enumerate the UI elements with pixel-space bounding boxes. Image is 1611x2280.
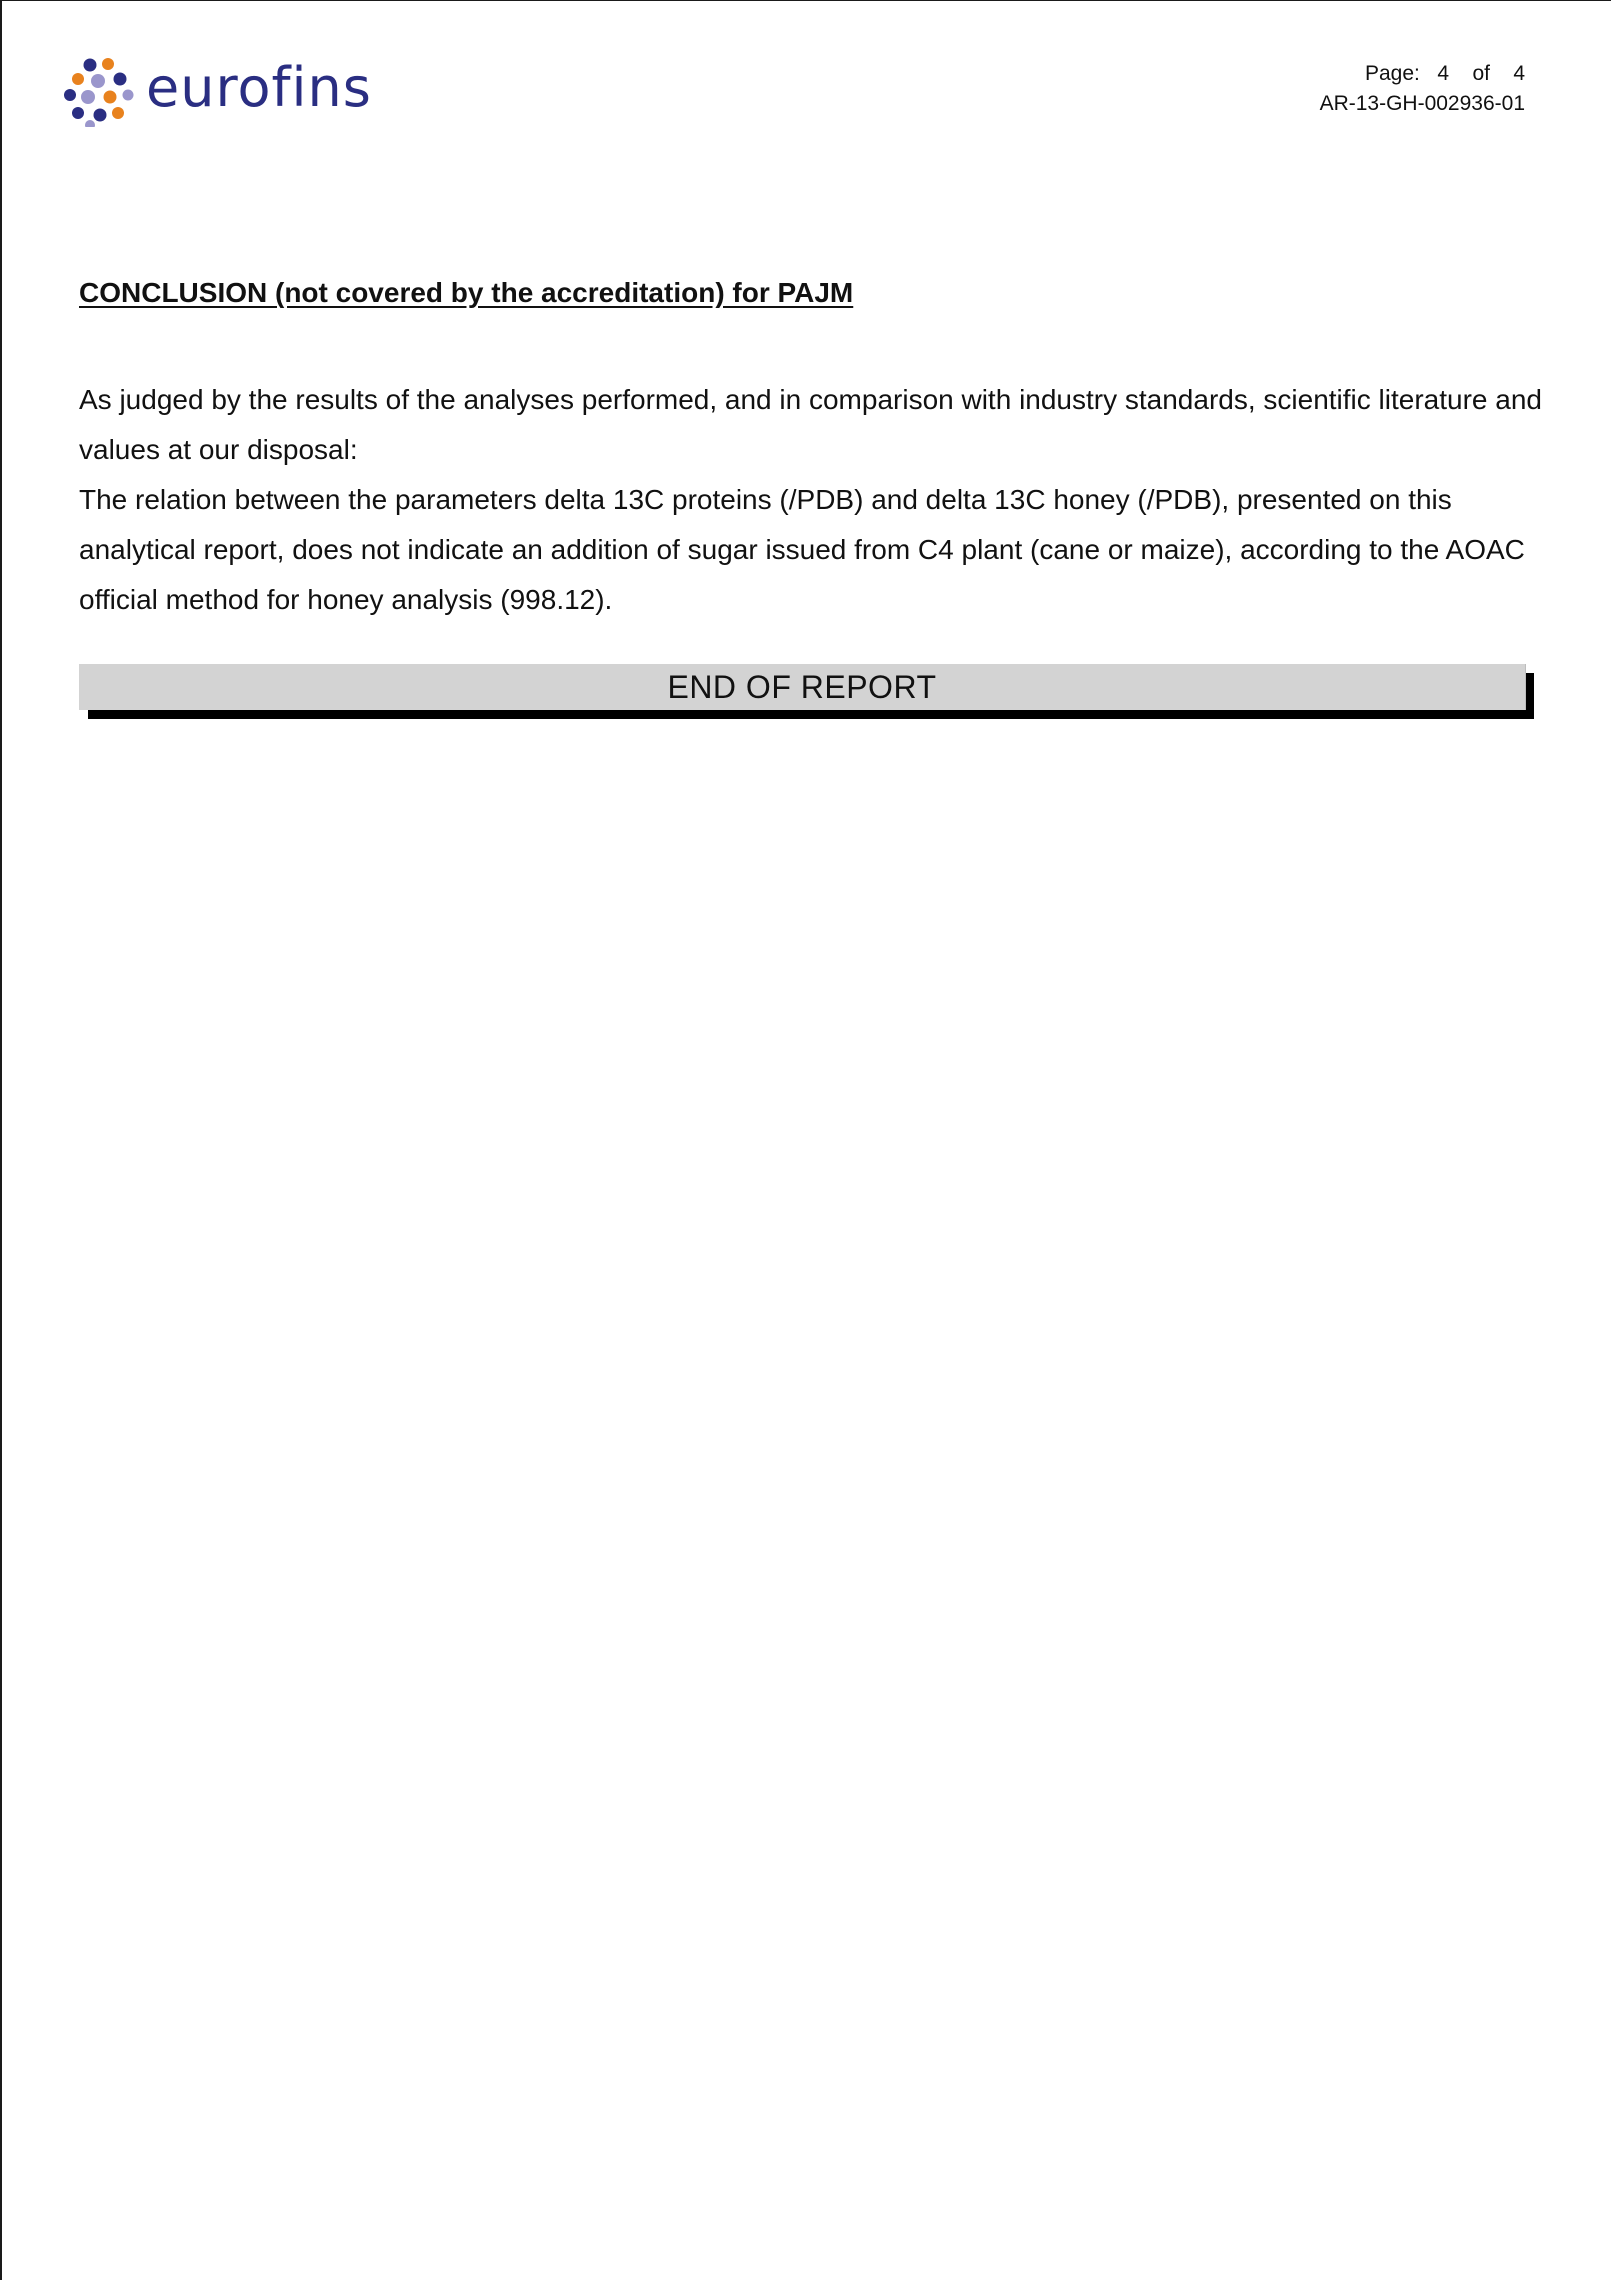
page-total: 4 [1513, 62, 1525, 85]
eurofins-molecule-icon [64, 57, 136, 127]
page-of: of [1472, 62, 1490, 85]
page-header-info [1320, 59, 1525, 119]
conclusion-paragraph-1: As judged by the results of the analyses performed, and in comparison with industry standards, scientific literature and values at our disposal: [79, 384, 1542, 465]
end-of-report-label: END OF REPORT [79, 664, 1526, 710]
page-label: Page: [1364, 62, 1420, 85]
end-of-report-banner [79, 664, 1525, 718]
conclusion-paragraph-2: The relation between the parameters delta 13C proteins (/PDB) and delta 13C honey (/PDB), presented on this analytical report, does not indicate an addition of sugar issued from C4 plant (cane or maize), according to the AOAC official method for honey analysis (998.12). [79, 484, 1525, 615]
conclusion-title: CONCLUSION (not covered by the accreditation) for PAJM [79, 277, 854, 308]
report-id: AR-13-GH-002936-01 [1319, 92, 1525, 115]
logo-wordmark: eurofins [146, 56, 372, 119]
page-number [1320, 59, 1525, 89]
eurofins-logo [64, 57, 372, 127]
page-current: 4 [1437, 62, 1450, 85]
conclusion-body [79, 375, 1549, 625]
